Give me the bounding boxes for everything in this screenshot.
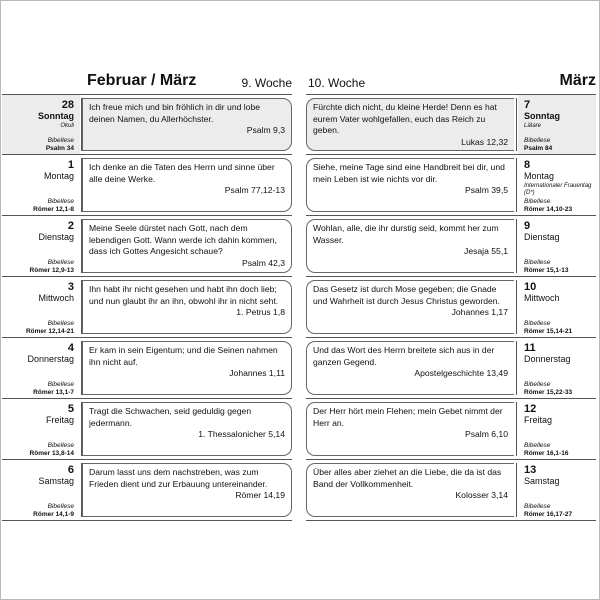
verse-box (306, 402, 514, 456)
verse-text: Siehe, meine Tage sind eine Handbreit bei dir, und mein Leben ist wie nichts vor dir. (313, 162, 505, 184)
bible-reading (524, 320, 572, 335)
date-column (2, 155, 80, 215)
verse-reference: Johannes 1,11 (229, 368, 285, 378)
day-row (306, 277, 596, 338)
bible-reading (524, 259, 568, 274)
day-name: Mittwoch (38, 293, 74, 303)
column-divider (516, 98, 517, 151)
verse-text: Über alles aber ziehet an die Liebe, die da ist das Band der Vollkommenheit. (313, 467, 502, 489)
verse-reference: Römer 14,19 (235, 490, 285, 500)
date-column (2, 460, 80, 520)
verse-reference: Psalm 39,5 (465, 185, 508, 195)
day-row (306, 338, 596, 399)
bible-reading (524, 442, 568, 457)
day-row (306, 399, 596, 460)
bible-reading-ref: Psalm 84 (524, 144, 553, 152)
column-divider (516, 280, 517, 334)
day-name: Mittwoch (524, 293, 560, 303)
bible-reading-label: Bibellese (47, 198, 74, 205)
verse-text: Er kam in sein Eigentum; und die Seinen nahmen ihn nicht auf. (89, 345, 278, 367)
day-name: Dienstag (524, 232, 560, 242)
verse-reference: Jesaja 55,1 (464, 246, 508, 256)
verse-reference: Psalm 42,3 (242, 257, 285, 268)
left-page-title: Februar / März (87, 72, 197, 89)
bible-reading-ref: Römer 14,1-9 (33, 510, 74, 518)
column-divider (516, 341, 517, 395)
date-column (518, 338, 596, 398)
bible-reading-label: Bibellese (47, 381, 74, 388)
bible-reading-label: Bibellese (47, 442, 74, 449)
day-number: 7 (524, 99, 531, 111)
bible-reading-ref: Römer 12,14-21 (25, 327, 74, 335)
day-name: Sonntag (524, 111, 560, 121)
day-number: 1 (67, 159, 74, 171)
day-name: Freitag (524, 415, 553, 425)
column-divider (516, 402, 517, 456)
date-column (518, 95, 596, 154)
verse-text: Wohlan, alle, die ihr durstig seid, kommt her zum Wasser. (313, 223, 499, 245)
day-row (306, 155, 596, 216)
verse-box (82, 280, 292, 334)
verse-box (306, 158, 514, 212)
verse-text: Meine Seele dürstet nach Gott, nach dem lebendigen Gott. Wann werde ich dahin kommen, dass ich Gottes Angesicht schaue? (89, 223, 277, 256)
day-number: 5 (67, 403, 74, 415)
column-divider (516, 158, 517, 212)
verse-box (82, 158, 292, 212)
bible-reading-label: Bibellese (524, 381, 551, 388)
bible-reading (524, 198, 572, 213)
bible-reading-ref: Römer 12,1-8 (33, 205, 74, 213)
bible-reading-ref: Römer 15,22-33 (524, 388, 573, 396)
day-name: Sonntag (38, 111, 74, 121)
day-row (306, 460, 596, 521)
day-row (306, 94, 596, 155)
verse-box (306, 98, 514, 151)
date-column (2, 399, 80, 459)
date-column (2, 216, 80, 276)
date-column (518, 399, 596, 459)
day-number: 10 (524, 281, 537, 293)
day-number: 8 (524, 159, 531, 171)
date-column (2, 277, 80, 337)
verse-box (82, 341, 292, 395)
day-note: Lätare (524, 123, 542, 129)
day-name: Dienstag (38, 232, 74, 242)
day-name: Montag (43, 171, 74, 181)
bible-reading-ref: Römer 12,9-13 (29, 266, 74, 274)
day-number: 13 (524, 464, 537, 476)
day-number: 28 (61, 99, 74, 111)
verse-reference: Johannes 1,17 (451, 307, 508, 317)
verse-box (82, 219, 292, 273)
bible-reading (30, 259, 74, 274)
column-divider (516, 463, 517, 517)
day-row (2, 94, 292, 155)
day-row (2, 460, 292, 521)
verse-text: Tragt die Schwachen, seid geduldig gegen jedermann. (89, 406, 252, 428)
day-number: 6 (67, 464, 74, 476)
right-page-header (306, 72, 596, 94)
left-day-list (2, 94, 292, 521)
bible-reading-label: Bibellese (524, 442, 551, 449)
verse-box (306, 280, 514, 334)
verse-reference: Psalm 6,10 (465, 429, 508, 439)
day-row (2, 399, 292, 460)
bible-reading-ref: Römer 15,14-21 (524, 327, 573, 335)
left-page (2, 72, 292, 521)
right-day-list (306, 94, 596, 521)
date-column (518, 460, 596, 520)
verse-box (82, 98, 292, 151)
bible-reading-ref: Römer 16,17-27 (524, 510, 573, 518)
date-column (2, 95, 80, 154)
verse-box (306, 219, 514, 273)
verse-text: Und das Wort des Herrn breitete sich aus in der ganzen Gegend. (313, 345, 495, 367)
verse-text: Darum lasst uns dem nachstreben, was zum Frieden dient und zur Erbauung untereinander. (89, 467, 268, 489)
bible-reading-ref: Römer 13,8-14 (29, 449, 74, 457)
bible-reading-label: Bibellese (524, 320, 551, 327)
verse-box (306, 463, 514, 517)
bible-reading-ref: Römer 14,10-23 (524, 205, 573, 213)
verse-text: Das Gesetz ist durch Mose gegeben; die Gnade und Wahrheit ist durch Jesus Christus geworden. (313, 284, 500, 306)
date-column (518, 277, 596, 337)
verse-reference: Kolosser 3,14 (455, 490, 508, 500)
day-name: Montag (524, 171, 555, 181)
day-name: Donnerstag (27, 354, 74, 364)
right-page (306, 72, 596, 521)
verse-reference: 1. Thessalonicher 5,14 (198, 429, 285, 439)
bible-reading (46, 137, 74, 152)
date-column (518, 155, 596, 215)
verse-reference: Apostelgeschichte 13,49 (414, 368, 508, 378)
bible-reading (524, 137, 552, 152)
verse-text: Ihn habt ihr nicht gesehen und habt ihn doch lieb; und nun glaubt ihr an ihn, obwohl ihr in nicht seht. (89, 284, 279, 306)
day-row (2, 216, 292, 277)
verse-reference: Psalm 77,12-13 (224, 185, 285, 195)
verse-reference: Psalm 9,3 (246, 125, 285, 135)
bible-reading-ref: Römer 15,1-13 (524, 266, 569, 274)
bible-reading (524, 503, 572, 518)
bible-reading-label: Bibellese (524, 503, 551, 510)
verse-text: Fürchte dich nicht, du kleine Herde! Denn es hat eurem Vater wohlgefallen, euch das Reich zu geben. (313, 102, 497, 135)
day-row (2, 338, 292, 399)
bible-reading-label: Bibellese (524, 137, 551, 144)
bible-reading (33, 503, 74, 518)
day-row (2, 155, 292, 216)
day-name: Freitag (45, 415, 74, 425)
day-number: 4 (67, 342, 74, 354)
bible-reading-ref: Römer 16,1-16 (524, 449, 569, 457)
bible-reading-label: Bibellese (524, 259, 551, 266)
bible-reading-ref: Römer 13,1-7 (33, 388, 74, 396)
day-number: 11 (524, 342, 536, 354)
day-row (306, 216, 596, 277)
day-number: 3 (67, 281, 74, 293)
day-note: Okuli (60, 123, 74, 129)
day-note: Internationaler Frauentag (D*) (524, 183, 592, 196)
bible-reading (33, 381, 74, 396)
left-week-label: 9. Woche (241, 76, 292, 90)
verse-box (306, 341, 514, 395)
bible-reading-ref: Psalm 34 (45, 144, 74, 152)
bible-reading-label: Bibellese (524, 198, 551, 205)
bible-reading-label: Bibellese (47, 320, 74, 327)
verse-box (82, 402, 292, 456)
day-row (2, 277, 292, 338)
day-number: 9 (524, 220, 531, 232)
bible-reading-label: Bibellese (47, 503, 74, 510)
verse-reference: 1. Petrus 1,8 (236, 307, 285, 317)
bible-reading (33, 198, 74, 213)
verse-reference: Lukas 12,32 (461, 136, 508, 147)
day-name: Samstag (524, 476, 560, 486)
day-number: 12 (524, 403, 537, 415)
right-page-title: März (559, 72, 596, 89)
bible-reading (26, 320, 74, 335)
date-column (2, 338, 80, 398)
verse-text: Ich freue mich und bin fröhlich in dir und lobe deinen Namen, du Allerhöchster. (89, 102, 261, 124)
bible-reading-label: Bibellese (47, 137, 74, 144)
verse-text: Der Herr hört mein Flehen; mein Gebet nimmt der Herr an. (313, 406, 503, 428)
day-number: 2 (67, 220, 74, 232)
column-divider (516, 219, 517, 273)
right-week-label: 10. Woche (308, 76, 366, 90)
bible-reading (524, 381, 572, 396)
verse-box (82, 463, 292, 517)
day-name: Samstag (38, 476, 74, 486)
left-page-header (2, 72, 292, 94)
day-name: Donnerstag (524, 354, 571, 364)
bible-reading (30, 442, 74, 457)
verse-text: Ich denke an die Taten des Herrn und sinne über alle deine Werke. (89, 162, 275, 184)
bible-reading-label: Bibellese (47, 259, 74, 266)
date-column (518, 216, 596, 276)
